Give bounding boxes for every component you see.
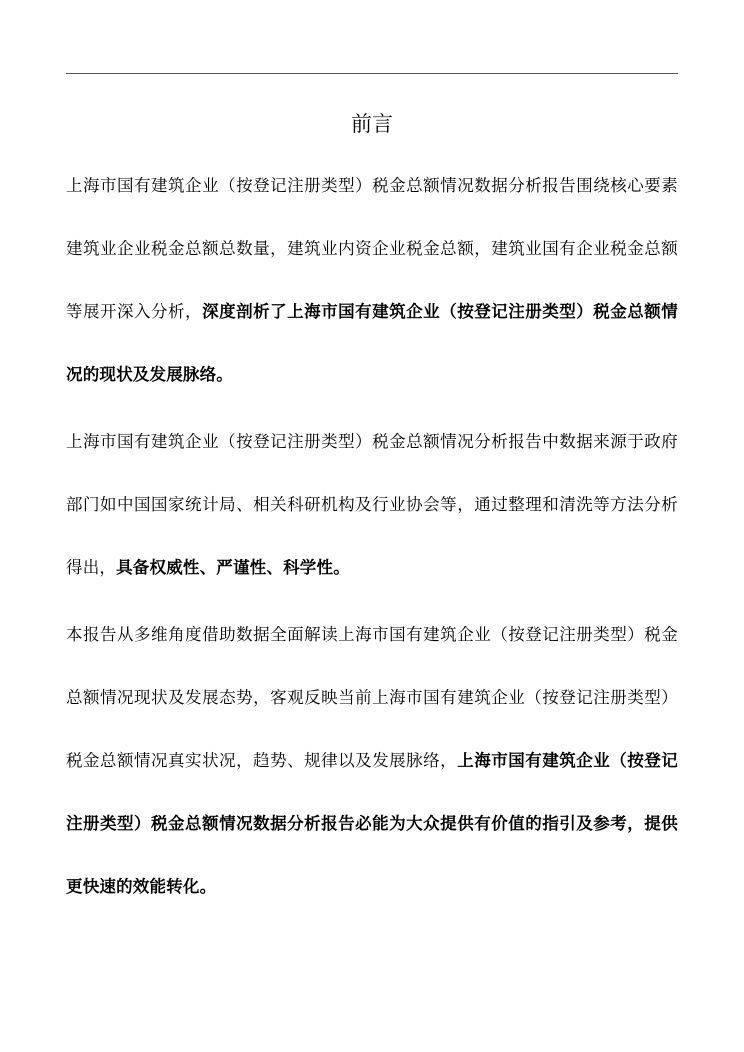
paragraph-text: 上海市国有建筑企业（按登记注册类型）税金总额情况数据分析报告围绕核心要素建筑业企业税金总额总数量，建筑业内资企业税金总额，建筑业国有企业税金总额等展开深入分析， [66, 176, 678, 321]
paragraph-emphasis: 上海市国有建筑企业（按登记注册类型）税金总额情况数据分析报告必能为大众提供有价值的指引及参考，提供更快速的效能转化。 [66, 751, 678, 896]
paragraph-text: 本报告从多维角度借助数据全面解读上海市国有建筑企业（按登记注册类型）税金总额情况现状及发展态势，客观反映当前上海市国有建筑企业（按登记注册类型）税金总额情况真实状况，趋势、规律以及发展脉络， [66, 625, 678, 770]
header-rule [66, 73, 678, 74]
page-title: 前言 [351, 112, 393, 136]
paragraph-emphasis: 具备权威性、严谨性、科学性。 [116, 558, 350, 577]
paragraph-text: 上海市国有建筑企业（按登记注册类型）税金总额情况分析报告中数据来源于政府部门如中国国家统计局、相关科研机构及行业协会等，通过整理和清洗等方法分析得出， [66, 432, 678, 577]
paragraph-emphasis: 深度剖析了上海市国有建筑企业（按登记注册类型）税金总额情况的现状及发展脉络。 [66, 302, 678, 384]
intro-paragraph-2 [66, 410, 678, 599]
intro-paragraph-1 [66, 154, 678, 406]
intro-paragraph-3 [66, 603, 678, 918]
